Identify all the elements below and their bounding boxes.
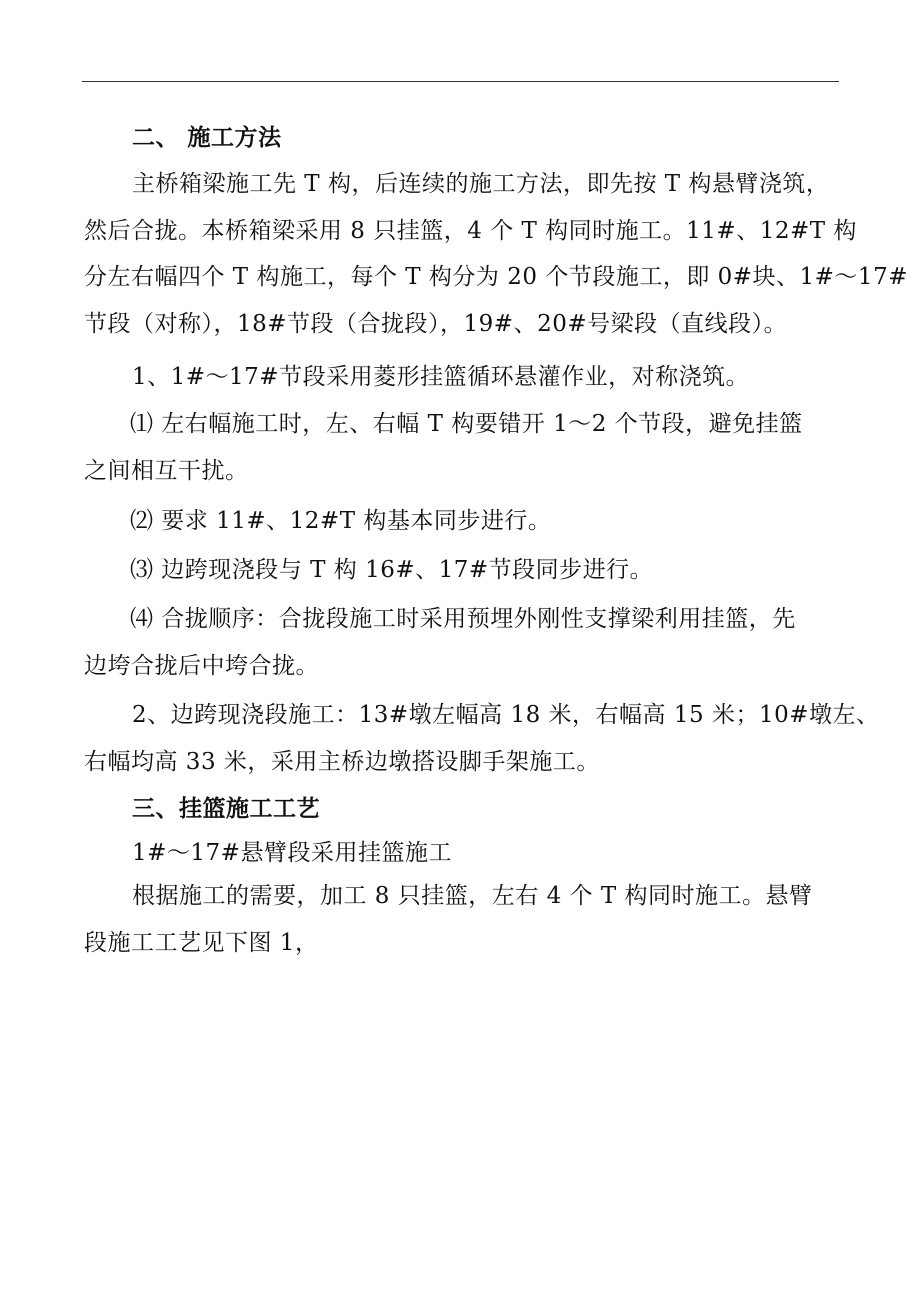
sub-item-line: ⑴ 左右幅施工时，左、右幅 T 构要错开 1～2 个节段，避免挂篮 xyxy=(130,411,803,437)
section-heading-basket-process: 三、挂篮施工工艺 xyxy=(132,796,320,822)
subheading-cantilever: 1#～17#悬臂段采用挂篮施工 xyxy=(132,840,452,866)
sub-item-line: ⑷ 合拢顺序：合拢段施工时采用预埋外刚性支撑梁利用挂篮，先 xyxy=(130,606,796,632)
header-rule xyxy=(82,81,839,82)
sub-item-line: 边垮合拢后中垮合拢。 xyxy=(84,652,319,679)
sub-item-line: 之间相互干扰。 xyxy=(84,457,249,484)
sub-item-2: ⑵ 要求 11#、12#T 构基本同步进行。 xyxy=(130,508,552,534)
section-heading-construction-method: 二、 施工方法 xyxy=(132,125,282,151)
paragraph-line: 然后合拢。本桥箱梁采用 8 只挂篮，4 个 T 构同时施工。11#、12#T 构 xyxy=(84,217,857,244)
paragraph-basket xyxy=(84,873,836,966)
list-item-1: 1、1#～17#节段采用菱形挂篮循环悬灌作业，对称浇筑。 xyxy=(132,364,750,390)
list-item-line: 右幅均高 33 米，采用主桥边墩搭设脚手架施工。 xyxy=(84,748,600,775)
list-item-line: 2、边跨现浇段施工：13#墩左幅高 18 米，右幅高 15 米；10#墩左、 xyxy=(132,702,880,728)
sub-item-3: ⑶ 边跨现浇段与 T 构 16#、17#节段同步进行。 xyxy=(130,557,654,583)
paragraph-overview xyxy=(84,161,908,347)
paragraph-line: 主桥箱梁施工先 T 构，后连续的施工方法，即先按 T 构悬臂浇筑， xyxy=(132,171,830,197)
sub-item-4 xyxy=(84,596,836,689)
paragraph-line: 节段（对称），18#节段（合拢段），19#、20#号梁段（直线段）。 xyxy=(84,310,788,337)
paragraph-line: 根据施工的需要，加工 8 只挂篮，左右 4 个 T 构同时施工。悬臂 xyxy=(132,883,813,909)
sub-item-1 xyxy=(84,401,836,494)
list-item-2 xyxy=(84,692,880,785)
paragraph-line: 分左右幅四个 T 构施工，每个 T 构分为 20 个节段施工，即 0#块、1#～17# xyxy=(84,264,908,290)
paragraph-line: 段施工工艺见下图 1， xyxy=(84,929,319,956)
